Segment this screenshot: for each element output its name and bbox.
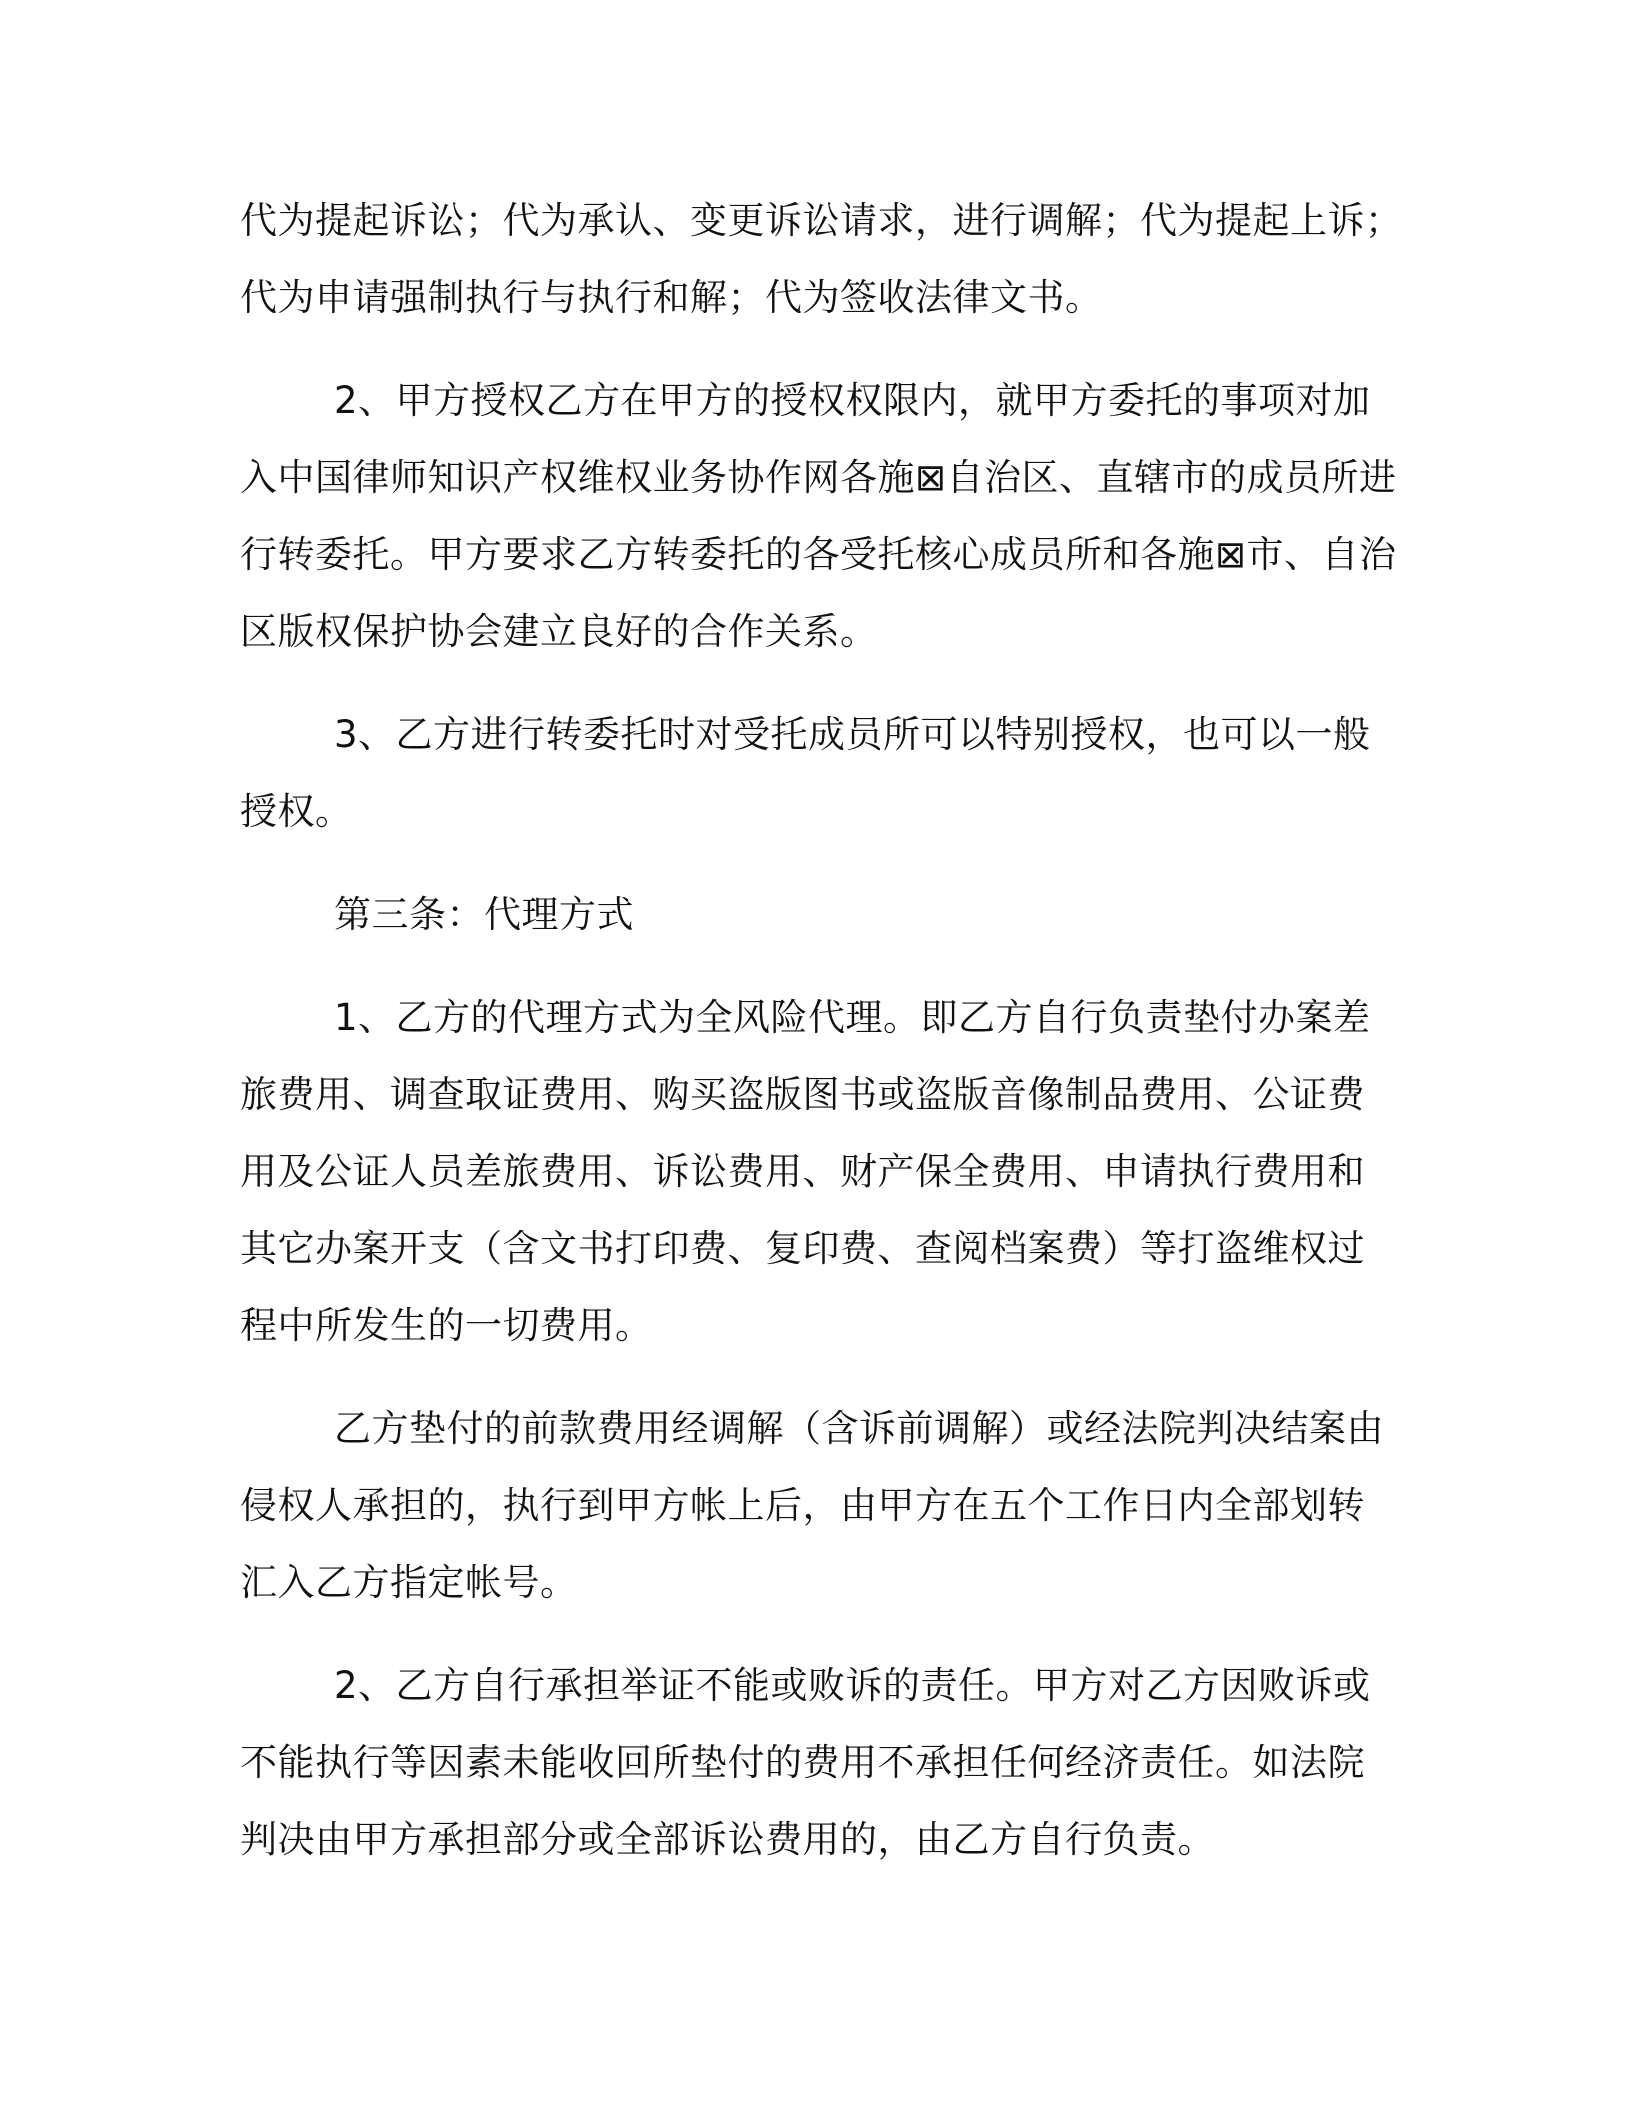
paragraph-agency-mode-2 (240, 1647, 1380, 1878)
text-line: 判决由甲方承担部分或全部诉讼费用的，由乙方自行负责。 (240, 1818, 1215, 1861)
text-line: 用及公证人员差旅费用、诉讼费用、财产保全费用、申请执行费用和 (240, 1150, 1365, 1193)
text-line: 授权。 (240, 790, 353, 833)
paragraph-clause-3 (240, 696, 1380, 850)
text-line: 2、甲方授权乙方在甲方的授权权限内，就甲方委托的事项对加 (334, 379, 1371, 422)
text-line: 代为申请强制执行与执行和解；代为签收法律文书。 (240, 276, 1103, 319)
text-line: 1、乙方的代理方式为全风险代理。即乙方自行负责垫付办案差 (334, 996, 1371, 1039)
text-line: 代为提起诉讼；代为承认、变更诉讼请求，进行调解；代为提起上诉； (240, 199, 1403, 242)
text-line: 区版权保护协会建立良好的合作关系。 (240, 610, 878, 653)
paragraph-advance-costs (240, 1390, 1384, 1621)
text-line: 不能执行等因素未能收回所垫付的费用不承担任何经济责任。如法院 (240, 1741, 1365, 1784)
text-line: 汇入乙方指定帐号。 (240, 1561, 578, 1604)
text-line: 行转委托。甲方要求乙方转委托的各受托核心成员所和各施⊠市、自治 (240, 533, 1397, 576)
text-line: 2、乙方自行承担举证不能或败诉的责任。甲方对乙方因败诉或 (334, 1664, 1371, 1707)
text-line: 侵权人承担的，执行到甲方帐上后，由甲方在五个工作日内全部划转 (240, 1484, 1365, 1527)
text-line: 程中所发生的一切费用。 (240, 1304, 653, 1347)
text-line: 旅费用、调查取证费用、购买盗版图书或盗版音像制品费用、公证费 (240, 1073, 1365, 1116)
text-line: 3、乙方进行转委托时对受托成员所可以特别授权，也可以一般 (334, 713, 1371, 756)
paragraph-agency-mode-1 (240, 979, 1380, 1364)
document-body (240, 182, 1403, 1904)
paragraph-continuation (240, 182, 1403, 336)
text-line: 其它办案开支（含文书打印费、复印费、查阅档案费）等打盗维权过 (240, 1227, 1365, 1270)
section-heading-article-3 (240, 876, 1380, 953)
text-line: 乙方垫付的前款费用经调解（含诉前调解）或经法院判决结案由 (334, 1407, 1384, 1450)
text-line: 入中国律师知识产权维权业务协作网各施⊠自治区、直辖市的成员所进 (240, 456, 1397, 499)
paragraph-clause-2 (240, 362, 1397, 670)
section-heading: 第三条：代理方式 (334, 893, 634, 936)
